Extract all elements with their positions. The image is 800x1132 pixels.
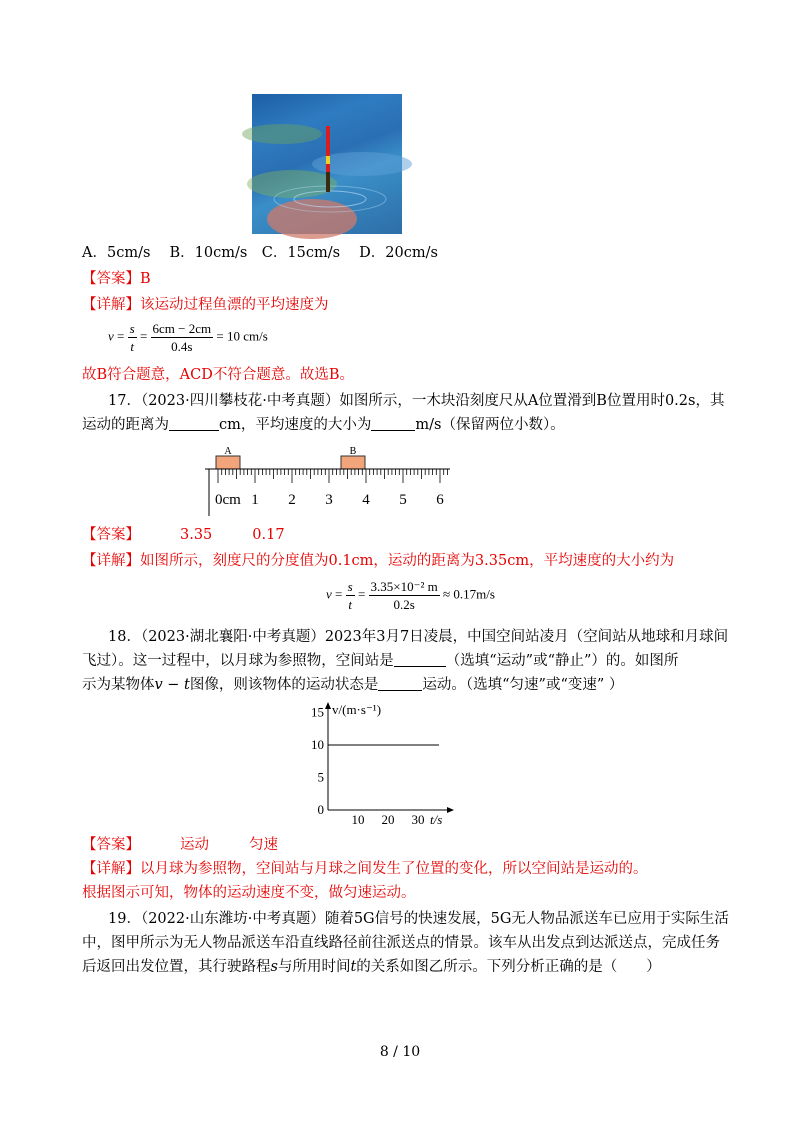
- q17-line1: 17．（2023·四川攀枝花·中考真题）如图所示，一木块沿刻度尺从A位置滑到B位置用时0.2s，其: [108, 393, 725, 409]
- block-b-label: B: [349, 446, 357, 457]
- answer-value-2: 匀速: [249, 837, 278, 853]
- answer-tag: 【答案】: [82, 271, 140, 287]
- answer-blank-1[interactable]: [169, 414, 219, 431]
- detail-tag: 【详解】: [82, 861, 140, 877]
- answer-value-2: 0.17: [252, 527, 285, 543]
- page-number: 8 / 10: [379, 1044, 421, 1060]
- q17-detail: [82, 550, 674, 572]
- ruler-svg: [205, 446, 455, 518]
- answer-blank-2[interactable]: [371, 414, 415, 431]
- q19-line2: 中，图甲所示为无人物品派送车沿直线路径前往派送点的情景。该车从出发点到达派送点，完成任务: [82, 935, 720, 951]
- ruler-label: 1: [251, 492, 259, 508]
- formula-result: = 10 cm/s: [216, 328, 268, 344]
- x-tick-label: 30: [411, 812, 425, 827]
- answer-blank-2[interactable]: [378, 674, 422, 691]
- q19-line1: 19．（2022·山东潍坊·中考真题）随着5G信号的快速发展，5G无人物品派送车已应用于实际生活: [108, 911, 729, 927]
- block-a-label: A: [224, 446, 232, 457]
- formula-lhs: v: [108, 328, 114, 344]
- q16-answer: [82, 268, 151, 290]
- x-tick-label: 20: [381, 812, 395, 827]
- q16-detail: [82, 294, 329, 316]
- ruler-label: 6: [436, 492, 444, 508]
- ruler-label: 0cm: [215, 492, 241, 508]
- formula-fraction: $\frac{6cm - 2cm}{0.4s}$: [152, 321, 212, 354]
- ruler-label: 4: [362, 492, 370, 508]
- q17-line2: 运动的距离为 cm，平均速度的大小为 m/s（保留两位小数）。: [82, 414, 565, 436]
- y-tick-label: 15: [311, 704, 324, 720]
- answer-tag: 【答案】: [82, 837, 140, 853]
- q18-line3: 示为某物体v − t图像，则该物体的运动状态是 运动。（选填“匀速”或“变速” ）: [82, 674, 623, 696]
- q17-formula: v = $\frac{s}{t}$ = $\frac{\text{3.35×10⁻² m}}{0.2s}$ ≈ 0.17m/s: [326, 579, 495, 612]
- vt-chart-svg: [300, 700, 460, 828]
- q18-detail: [82, 858, 648, 880]
- answer-tag: 【答案】: [82, 527, 140, 543]
- x-axis-arrow: [447, 807, 454, 813]
- y-tick-label: 0: [317, 802, 324, 817]
- answer-value: B: [140, 271, 151, 287]
- vt-chart: [300, 700, 460, 828]
- q18-line1: 18．（2023·湖北襄阳·中考真题）2023年3月7日凌晨，中国空间站凌月（空间站从地球和月球间: [108, 629, 729, 645]
- block-b: [341, 456, 365, 469]
- answer-value-1: 3.35: [180, 527, 213, 543]
- q18-answer: [82, 834, 278, 856]
- x-axis-label: t/s: [430, 812, 443, 827]
- y-tick-label: 5: [317, 769, 324, 785]
- formula-s-over-t: $\frac{s}{t}$: [129, 321, 135, 354]
- detail-tag: 【详解】: [82, 553, 140, 569]
- q16-formula: v = $\frac{s}{t}$ = $\frac{6cm - 2cm}{0.4s}$ = 10 cm/s: [108, 321, 268, 354]
- q17-answer: [82, 524, 285, 546]
- ruler-label: 2: [288, 492, 296, 508]
- q18-line2: 飞过）。这一过程中，以月球为参照物，空间站是 （选填“运动”或“静止”）的。如图所: [82, 650, 678, 672]
- ruler-label: 3: [325, 492, 333, 508]
- detail-text: 如图所示，刻度尺的分度值为0.1cm，运动的距离为3.35cm，平均速度的大小约为: [140, 553, 675, 569]
- q16-options: A．5cm/s B．10cm/s C．15cm/s D．20cm/s: [82, 245, 438, 261]
- detail-tag: 【详解】: [82, 297, 140, 313]
- answer-blank-1[interactable]: [394, 650, 446, 667]
- y-axis-arrow: [325, 702, 331, 709]
- q19-line3: 后返回出发位置，其行驶路程s与所用时间t的关系如图乙所示。下列分析正确的是（ ）: [82, 959, 661, 975]
- q16-conclusion: 故B符合题意，ACD不符合题意。故选B。: [82, 367, 355, 383]
- detail-text-1: 以月球为参照物，空间站与月球之间发生了位置的变化，所以空间站是运动的。: [140, 861, 648, 877]
- x-tick-label: 10: [351, 812, 365, 827]
- y-tick-label: 10: [311, 737, 324, 752]
- q18-detail-2: 根据图示可知，物体的运动速度不变，做匀速运动。: [82, 885, 416, 901]
- fishing-float-water-photo: [252, 94, 402, 234]
- answer-value-1: 运动: [180, 837, 209, 853]
- block-a: [216, 456, 240, 469]
- float-illustration: [252, 94, 402, 234]
- ruler-label: 5: [399, 492, 407, 508]
- detail-text: 该运动过程鱼漂的平均速度为: [140, 297, 329, 313]
- y-axis-label: v/(m·s⁻¹): [332, 702, 382, 717]
- ruler-figure: [205, 446, 455, 518]
